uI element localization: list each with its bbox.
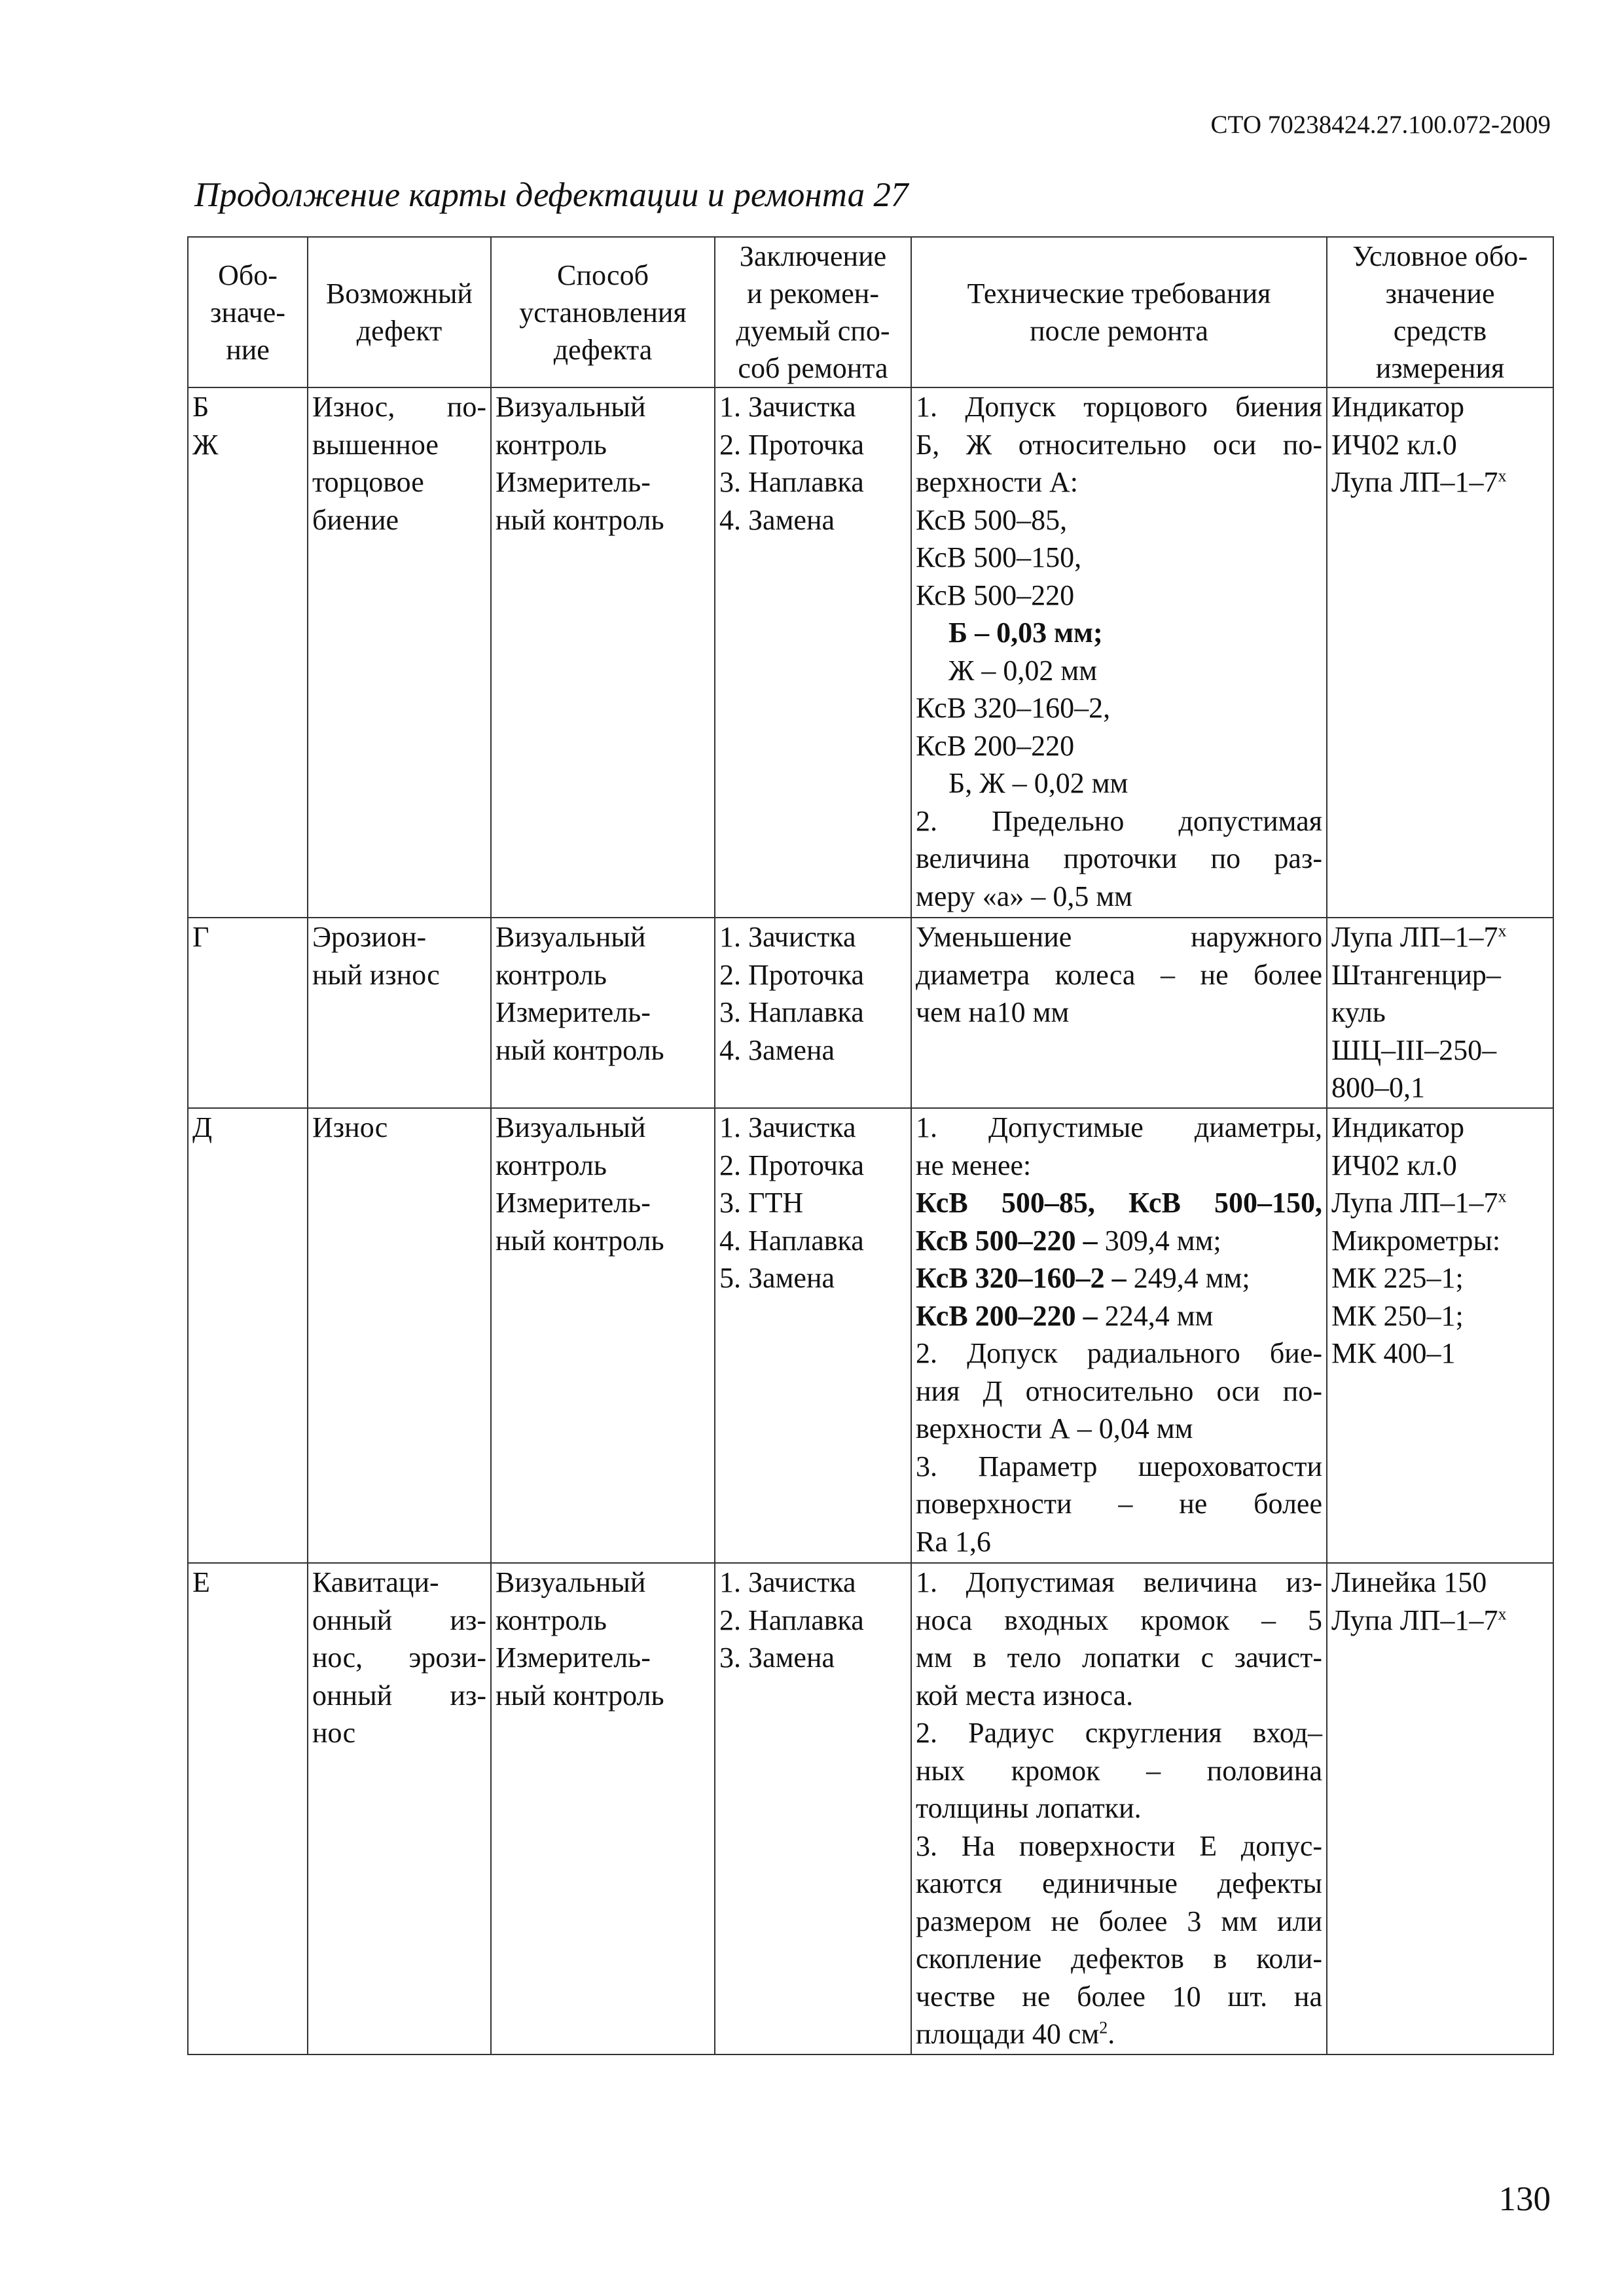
cell-line: Линейка 150 (1331, 1566, 1487, 1598)
requirement-line: каются единичные дефекты (916, 1867, 1322, 1899)
cell-method (491, 918, 715, 1108)
table-caption: Продолжение карты дефектации и ремонта 27 (194, 176, 909, 214)
requirement-line: Уменьшение наружного (916, 921, 1322, 953)
header-line: измерения (1375, 352, 1505, 384)
instrument-line: ИЧ02 кл.0 (1331, 428, 1457, 461)
cell-method (491, 1108, 715, 1563)
header-line: значе- (209, 296, 285, 329)
cell-line: 3. Наплавка (719, 996, 864, 1028)
cell-line: Износ (312, 1111, 388, 1143)
cell-line: ИЧ02 кл.0 (1331, 1149, 1457, 1181)
cell-line: Визуальный (496, 1111, 646, 1143)
superscript: 2 (1099, 2018, 1108, 2037)
cell-line: 3. Наплавка (719, 466, 864, 498)
header-line: соб ремонта (738, 352, 888, 384)
requirement-line: носа входных кромок – 5 (916, 1604, 1322, 1636)
cell-line: Микрометры: (1331, 1224, 1501, 1257)
header-line: дефект (356, 315, 442, 347)
document-code: СТО 70238424.27.100.072-2009 (1210, 111, 1551, 139)
cell-line: ШЦ–III–250– (1331, 1033, 1497, 1066)
requirement-line: меру «а» – 0,5 мм (916, 880, 1133, 912)
cell-line: ный контроль (496, 1679, 664, 1712)
cell-instruments (1327, 918, 1553, 1108)
requirement-line: КсВ 500–150, (916, 541, 1082, 573)
requirement-line: 2. Допуск радиального бие- (916, 1337, 1322, 1369)
cell-line: 4. Замена (719, 1033, 835, 1066)
cell-line: торцовое (312, 466, 424, 498)
table-row (188, 1563, 1553, 2054)
header-line: Условное обо- (1352, 240, 1528, 272)
requirement-line: Ra 1,6 (916, 1525, 991, 1558)
cell-line: контроль (496, 958, 607, 991)
cell-requirements (911, 1108, 1327, 1563)
requirement-line: площади 40 $см^2$. (916, 2018, 1115, 2050)
cell-line: контроль (496, 1604, 607, 1636)
cell-line: Эрозион- (312, 921, 427, 953)
cell-line: Г (192, 921, 209, 953)
requirement-line: чем на10 мм (916, 996, 1070, 1028)
requirement-line: поверхности – не более (916, 1488, 1322, 1520)
cell-line: нос (312, 1717, 356, 1749)
cell-line: 2. Проточка (719, 958, 865, 991)
cell-line: Визуальный (496, 921, 646, 953)
cell-line: Штангенцир– (1331, 958, 1501, 991)
cell-line: Е (192, 1566, 210, 1598)
instrument-line: Индикатор (1331, 391, 1465, 423)
requirement-line: 2. Радиус скругления вход– (916, 1717, 1322, 1749)
header-line: Возможный (326, 278, 473, 310)
header-line: Заключение (739, 240, 887, 272)
table-header-row (188, 237, 1553, 387)
cell-line: Измеритель- (496, 1187, 651, 1219)
header-line: дефекта (553, 333, 653, 366)
cell-line: ный контроль (496, 1224, 664, 1257)
superscript: х (1498, 466, 1507, 486)
requirement-line: не менее: (916, 1149, 1032, 1181)
cell-line: 2. Проточка (719, 1149, 865, 1181)
cell-line: Б (192, 391, 209, 423)
superscript: х (1498, 921, 1507, 941)
requirement-line: верхности А – 0,04 мм (916, 1412, 1193, 1444)
requirement-line: КсВ 500–220 (916, 579, 1075, 611)
cell-line: Износ, по- (312, 391, 486, 423)
cell-line: 2. Наплавка (719, 1604, 864, 1636)
cell-defect (308, 1108, 491, 1563)
cell-repair (715, 387, 911, 918)
instrument-line: Лупа $ЛП-1-7^х$ (1331, 1187, 1507, 1219)
requirement-line: Б, Ж – 0,02 мм (948, 767, 1128, 799)
requirement-line: размером не более 3 мм или (916, 1905, 1322, 1937)
requirement-line: 1. Допуск торцового биения (916, 391, 1322, 423)
header-line: Обо- (218, 259, 278, 291)
cell-designation (188, 387, 308, 918)
requirement-line: 3. Параметр шероховатости (916, 1450, 1322, 1482)
superscript: х (1498, 1187, 1507, 1206)
cell-line: МК 250–1; (1331, 1299, 1464, 1332)
requirement-line: 1. Допустимые диаметры, (916, 1111, 1322, 1143)
requirement-line: Б, Ж относительно оси по- (916, 428, 1322, 461)
cell-line: 1. Зачистка (719, 1566, 856, 1598)
cell-method (491, 387, 715, 918)
requirement-line: КсВ 200–220 – 224,4 мм (916, 1299, 1214, 1332)
cell-line: Измеритель- (496, 996, 651, 1028)
cell-requirements (911, 918, 1327, 1108)
cell-line: МК 225–1; (1331, 1262, 1464, 1294)
cell-method (491, 1563, 715, 2054)
requirement-line: КсВ 500–85, КсВ 500–150, (916, 1187, 1322, 1219)
requirement-line: верхности А: (916, 466, 1078, 498)
requirement-line: скопление дефектов в коли- (916, 1943, 1322, 1975)
requirement-line: КсВ 200–220 (916, 729, 1075, 762)
cell-line: Визуальный (496, 391, 646, 423)
page-number: 130 (1498, 2180, 1551, 2218)
header-designation (188, 237, 308, 387)
cell-line: Визуальный (496, 1566, 646, 1598)
cell-line: вышенное (312, 428, 439, 461)
cell-line: контроль (496, 428, 607, 461)
cell-requirements (911, 387, 1327, 918)
cell-line: Кавитаци- (312, 1566, 439, 1598)
header-line: средств (1393, 315, 1487, 347)
superscript: х (1498, 1604, 1507, 1623)
cell-line: 4. Замена (719, 503, 835, 536)
requirement-line: КсВ 500–220 – 309,4 мм; (916, 1224, 1221, 1257)
cell-defect (308, 1563, 491, 2054)
cell-designation (188, 1108, 308, 1563)
cell-line: Ж (192, 428, 219, 461)
table-row (188, 387, 1553, 918)
requirement-line: 3. На поверхности Е допус- (916, 1829, 1322, 1862)
cell-line: ный контроль (496, 503, 664, 536)
cell-line: Индикатор (1331, 1111, 1465, 1143)
cell-line: ный контроль (496, 1033, 664, 1066)
header-line: Технические требования (967, 278, 1271, 310)
cell-line: ный износ (312, 958, 440, 991)
requirement-line: Ж – 0,02 мм (948, 654, 1098, 687)
requirement-line: 2. Предельно допустимая (916, 804, 1322, 837)
defect-repair-table (187, 236, 1554, 2055)
requirement-line: честве не более 10 шт. на (916, 1980, 1322, 2013)
header-line: значение (1385, 278, 1495, 310)
cell-line: 1. Зачистка (719, 391, 856, 423)
cell-line: нос, эрози- (312, 1641, 486, 1674)
requirement-line: КсВ 320–160–2, (916, 692, 1111, 724)
cell-defect (308, 387, 491, 918)
header-line: и рекомен- (747, 278, 879, 310)
header-instruments (1327, 237, 1553, 387)
header-method (491, 237, 715, 387)
requirement-line: мм в тело лопатки с зачист- (916, 1641, 1322, 1674)
cell-defect (308, 918, 491, 1108)
cell-line: 4. Наплавка (719, 1224, 864, 1257)
cell-line: 1. Зачистка (719, 921, 856, 953)
cell-repair (715, 918, 911, 1108)
cell-line: 1. Зачистка (719, 1111, 856, 1143)
instrument-line: Лупа $ЛП-1-7^х$ (1331, 921, 1507, 953)
cell-line: МК 400–1 (1331, 1337, 1456, 1369)
requirement-line: диаметра колеса – не более (916, 958, 1322, 991)
cell-line: контроль (496, 1149, 607, 1181)
requirement-line: величина проточки по раз- (916, 842, 1322, 874)
header-defect (308, 237, 491, 387)
cell-designation (188, 1563, 308, 2054)
header-line: Способ (557, 259, 649, 291)
header-line: после ремонта (1030, 315, 1208, 347)
instrument-line: Лупа $ЛП-1-7^х$ (1331, 1604, 1507, 1636)
cell-line: Измеритель- (496, 466, 651, 498)
cell-repair (715, 1563, 911, 2054)
header-repair (715, 237, 911, 387)
cell-line: 2. Проточка (719, 428, 865, 461)
cell-line: 5. Замена (719, 1262, 835, 1294)
cell-line: 3. ГТН (719, 1187, 804, 1219)
header-line: дуемый спо- (736, 315, 890, 347)
cell-line: Измеритель- (496, 1641, 651, 1674)
cell-line: биение (312, 503, 399, 536)
cell-designation (188, 918, 308, 1108)
requirement-line: кой места износа. (916, 1679, 1134, 1712)
cell-instruments (1327, 1108, 1553, 1563)
cell-line: онный из- (312, 1679, 486, 1712)
requirement-line: 1. Допустимая величина из- (916, 1566, 1322, 1598)
cell-line: куль (1331, 996, 1386, 1028)
header-line: ние (226, 333, 270, 366)
instrument-line: Лупа $ЛП-1-7^х$ (1331, 466, 1507, 498)
cell-line: Д (192, 1111, 213, 1143)
cell-line: 800–0,1 (1331, 1071, 1425, 1103)
requirement-line: Б – 0,03 мм; (948, 617, 1103, 649)
requirement-line: ния Д относительно оси по- (916, 1374, 1322, 1407)
requirement-line: КсВ 500–85, (916, 503, 1068, 536)
requirement-line: толщины лопатки. (916, 1792, 1142, 1824)
header-line: установления (519, 296, 687, 329)
cell-instruments (1327, 387, 1553, 918)
cell-repair (715, 1108, 911, 1563)
table-row (188, 918, 1553, 1108)
requirement-line: ных кромок – половина (916, 1754, 1322, 1787)
cell-requirements (911, 1563, 1327, 2054)
cell-line: онный из- (312, 1604, 486, 1636)
cell-line: 3. Замена (719, 1641, 835, 1674)
cell-instruments (1327, 1563, 1553, 2054)
header-requirements (911, 237, 1327, 387)
table-row (188, 1108, 1553, 1563)
requirement-line: КсВ 320–160–2 – 249,4 мм; (916, 1262, 1250, 1294)
